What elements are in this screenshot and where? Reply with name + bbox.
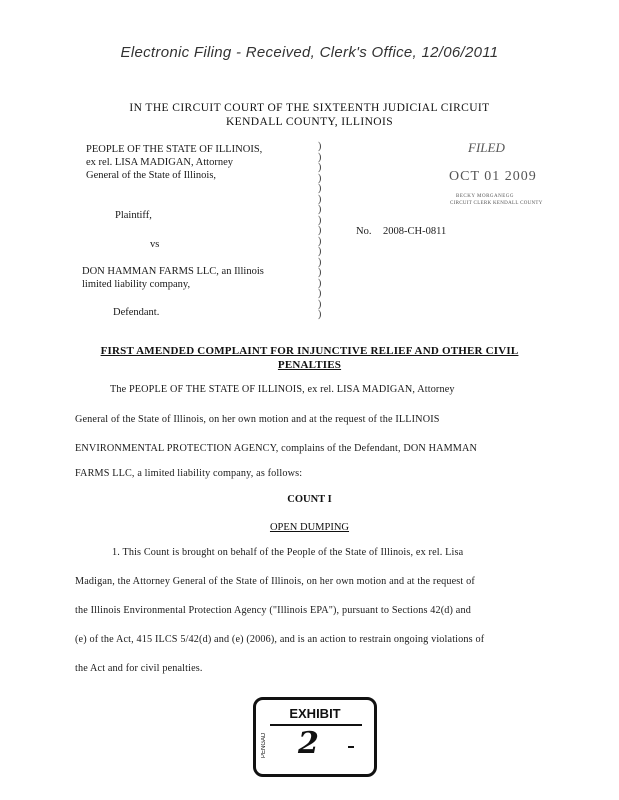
exhibit-sticker-brand: PENGAD bbox=[261, 732, 267, 758]
defendant-name-line-2: limited liability company, bbox=[82, 279, 191, 290]
exhibit-label: EXHIBIT bbox=[289, 706, 341, 721]
court-county: KENDALL COUNTY, ILLINOIS bbox=[225, 116, 394, 128]
case-number-label: No. bbox=[356, 226, 372, 237]
defendant-name-line-1: DON HAMMAN FARMS LLC, an Illinois bbox=[82, 266, 264, 277]
intro-line: ENVIRONMENTAL PROTECTION AGENCY, complains of the Defendant, DON HAMMAN bbox=[75, 443, 478, 454]
intro-line: FARMS LLC, a limited liability company, as follows: bbox=[75, 468, 303, 479]
complaint-title-line-2: PENALTIES bbox=[277, 359, 342, 371]
exhibit-number: 2 bbox=[298, 726, 319, 761]
filed-stamp-label: FILED bbox=[468, 140, 505, 155]
exhibit-sticker bbox=[253, 697, 377, 777]
filed-stamp-clerk-office: CIRCUIT CLERK KENDALL COUNTY bbox=[450, 201, 543, 206]
paragraph-line: (e) of the Act, 415 ILCS 5/42(d) and (e) (2006), and is an action to restrain ongoing violations of bbox=[75, 634, 485, 645]
count-subheading: OPEN DUMPING bbox=[269, 522, 350, 533]
versus: vs bbox=[150, 239, 160, 250]
defendant-role: Defendant. bbox=[113, 307, 160, 318]
paragraph-line: Madigan, the Attorney General of the State of Illinois, on her own motion and at the request of bbox=[75, 576, 475, 587]
case-number: 2008-CH-0811 bbox=[383, 226, 447, 237]
plaintiff-name-line-1: PEOPLE OF THE STATE OF ILLINOIS, bbox=[86, 144, 263, 155]
filed-stamp-date: OCT 01 2009 bbox=[449, 169, 537, 184]
exhibit-tick-mark bbox=[348, 746, 354, 748]
plaintiff-role: Plaintiff, bbox=[115, 210, 152, 221]
plaintiff-name-line-3: General of the State of Illinois, bbox=[86, 170, 217, 181]
paragraph-line: the Act and for civil penalties. bbox=[75, 663, 203, 674]
paragraph-line: 1. This Count is brought on behalf of the People of the State of Illinois, ex rel. Lisa bbox=[112, 547, 464, 558]
court-name: IN THE CIRCUIT COURT OF THE SIXTEENTH JUDICIAL CIRCUIT bbox=[129, 102, 490, 114]
paragraph-line: the Illinois Environmental Protection Agency ("Illinois EPA"), pursuant to Sections 42(d) and bbox=[75, 605, 471, 616]
electronic-filing-stamp: Electronic Filing - Received, Clerk's Office, 12/06/2011 bbox=[120, 44, 499, 61]
complaint-title-line-1: FIRST AMENDED COMPLAINT FOR INJUNCTIVE RELIEF AND OTHER CIVIL bbox=[100, 345, 519, 357]
intro-line: The PEOPLE OF THE STATE OF ILLINOIS, ex rel. LISA MADIGAN, Attorney bbox=[110, 384, 455, 395]
count-heading: COUNT I bbox=[287, 494, 332, 505]
intro-line: General of the State of Illinois, on her own motion and at the request of the ILLINOIS bbox=[75, 414, 440, 425]
plaintiff-name-line-2: ex rel. LISA MADIGAN, Attorney bbox=[86, 157, 233, 168]
filed-stamp-clerk-name: BECKY MORGANEGG bbox=[456, 194, 515, 199]
caption-brace-column: ) ) ) ) ) ) ) ) ) ) ) ) ) ) ) ) ) bbox=[318, 141, 322, 320]
